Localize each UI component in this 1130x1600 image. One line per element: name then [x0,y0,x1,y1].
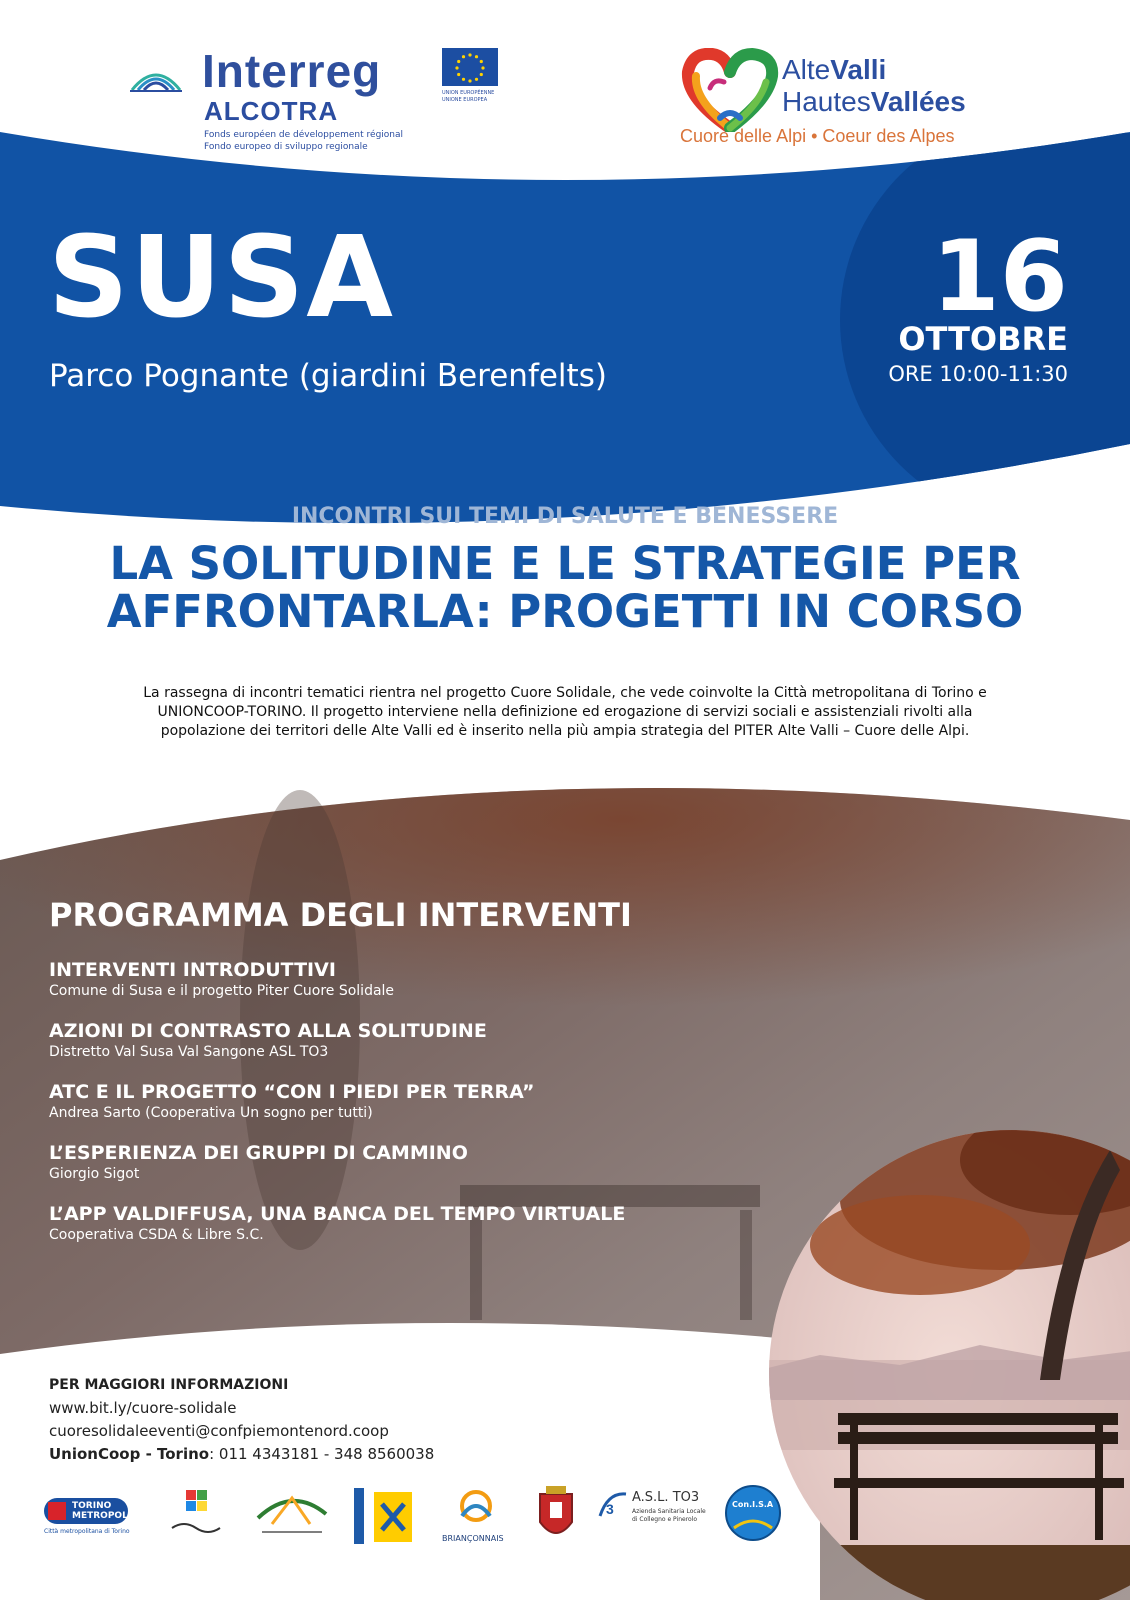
program-item-title: AZIONI DI CONTRASTO ALLA SOLITUDINE [49,1020,487,1042]
contacts-block [49,1374,434,1466]
citta-susa-crest-icon [532,1484,580,1548]
headline-line-2: AFFRONTARLA: PROGETTI IN CORSO [106,585,1024,638]
program-list [49,958,809,1263]
torino-line-2: METROPOLI [72,1511,132,1521]
consa-text: Con.I.S.A [732,1500,774,1509]
series-kicker: INCONTRI SUI TEMI DI SALUTE E BENESSERE [291,504,839,529]
torino-metropoli-text [72,1501,131,1521]
alte-text: Alte [782,54,831,85]
svg-text:3: 3 [606,1501,614,1517]
interreg-fund-it: Fondo europeo di sviluppo regionale [204,142,368,152]
contacts-email-link[interactable]: cuoresolidaleeventi@confpiemontenord.coop [49,1422,389,1440]
program-item [49,1202,809,1263]
contacts-phones: : 011 4343181 - 348 8560038 [209,1445,435,1463]
contacts-website-link[interactable]: www.bit.ly/cuore-solidale [49,1399,237,1417]
asl-mark-icon [596,1488,630,1522]
consa-logo [724,1484,782,1548]
program-item-title: L’ESPERIENZA DEI GRUPPI DI CAMMINO [49,1142,468,1164]
program-item-speaker: Cooperativa CSDA & Libre S.C. [49,1227,264,1243]
alte-valli-text [782,54,886,86]
headline-line-1: LA SOLITUDINE E LE STRATEGIE PER [109,537,1021,590]
program-title: PROGRAMMA DEGLI INTERVENTI [49,896,632,934]
torino-cross-icon [48,1502,66,1520]
program-item-title: L’APP VALDIFFUSA, UNA BANCA DEL TEMPO VIRTUALE [49,1203,626,1225]
program-item-speaker: Giorgio Sigot [49,1166,140,1182]
heart-logo-icon [680,48,780,132]
program-item [49,1080,809,1141]
hautes-text: Hautes [782,86,871,117]
interreg-title: Interreg [202,45,382,97]
event-hours: ORE 10:00-11:30 [888,362,1068,386]
alte-valli-logo [680,44,980,154]
eu-caption-it: UNIONE EUROPEA [442,97,488,103]
interreg-alcotra-logo [128,42,508,157]
contacts-org: UnionCoop - Torino [49,1445,210,1463]
syndicat-logo-icon [164,1484,228,1548]
intro-line-2: UNIONCOOP-TORINO. Il progetto interviene nella definizione ed erogazione di servizi sociali e assistenziali rivolti alla [157,704,973,720]
contacts-heading: PER MAGGIORI INFORMAZIONI [49,1377,289,1393]
asl-to3-logo [596,1484,706,1548]
asl-title: A.S.L. TO3 [632,1490,700,1505]
partner-logos [44,1484,784,1554]
intro-line-1: La rassegna di incontri tematici rientra nel progetto Cuore Solidale, che vede coinvolte la Città metropolitana di Torino e [143,685,987,701]
torino-line-1: TORINO [72,1501,112,1511]
consa-badge-icon [724,1484,782,1542]
program-item [49,1141,809,1202]
asl-caption-2: di Collegno e Pinerolo [632,1516,698,1523]
interreg-subtitle: ALCOTRA [204,96,339,126]
event-month: OTTOBRE [898,320,1068,358]
alte-valli-tagline: Cuore delle Alpi • Coeur des Alpes [680,126,955,146]
headline [20,537,1110,638]
asl-caption-1: Azienda Sanitaria Locale [632,1508,706,1515]
eu-flag-icon [442,48,498,86]
program-item-speaker: Andrea Sarto (Cooperativa Un sogno per tutti) [49,1105,373,1121]
torino-metropoli-logo [44,1484,132,1548]
program-item-title: INTERVENTI INTRODUTTIVI [49,959,336,981]
interreg-mark-icon [128,60,184,96]
eu-caption-fr: UNION EUROPÉENNE [442,90,495,96]
torino-caption: Città metropolitana di Torino [44,1528,130,1535]
program-item-title: ATC E IL PROGETTO “CON I PIEDI PER TERRA” [49,1081,535,1103]
event-day: 16 [931,220,1068,334]
contacts-phone-line [49,1443,434,1466]
interreg-fund-fr: Fonds européen de développement régional [204,130,404,140]
program-item [49,958,809,1019]
brianconnais-logo [436,1484,516,1548]
brianconnais-text: BRIANÇONNAIS [442,1534,504,1543]
program-item-speaker: Comune di Susa e il progetto Piter Cuore Solidale [49,983,395,999]
valli-text: Valli [830,54,887,85]
brianconnais-mark-icon [454,1484,498,1528]
event-venue: Parco Pognante (giardini Berenfelts) [49,358,607,394]
event-city: SUSA [48,213,395,343]
unioncoop-logo-icon [354,1484,418,1548]
program-item-speaker: Distretto Val Susa Val Sangone ASL TO3 [49,1044,329,1060]
program-item [49,1019,809,1080]
vallees-text: Vallées [870,86,966,117]
hautes-vallees-text [782,86,966,118]
intro-line-3: popolazione dei territori delle Alte Valli ed è inserito nella più ampia strategia del PITER Alte Valli – Cuore delle Alpi. [160,723,970,739]
communauté-communes-logo-icon [252,1484,332,1548]
intro-paragraph [70,684,1060,741]
